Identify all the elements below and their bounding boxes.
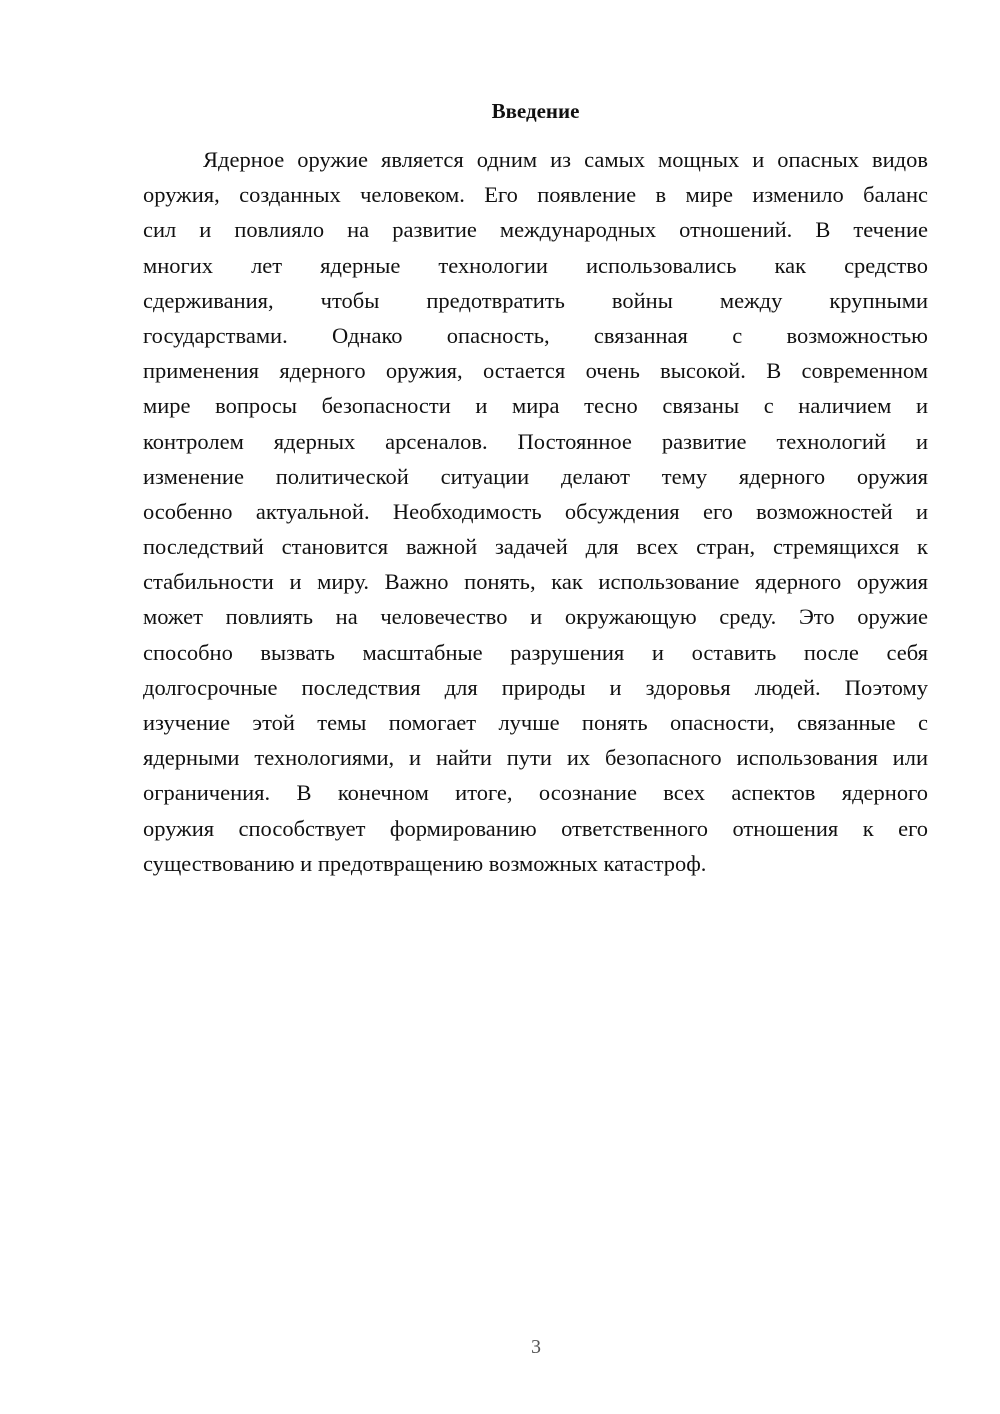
paragraph-line: ядерными технологиями, и найти пути их безопасного использования или bbox=[143, 745, 928, 771]
paragraph-line: Ядерное оружие является одним из самых мощных и опасных видов bbox=[203, 147, 928, 172]
paragraph-line: оружия, созданных человеком. Его появление в мире изменило баланс bbox=[143, 182, 928, 208]
paragraph-line: мире вопросы безопасности и мира тесно связаны с наличием и bbox=[143, 393, 928, 419]
body-paragraph bbox=[143, 142, 928, 881]
page-number: 3 bbox=[531, 1336, 541, 1358]
paragraph-line: изменение политической ситуации делают тему ядерного оружия bbox=[143, 463, 928, 489]
paragraph-line: стабильности и миру. Важно понять, как использование ядерного оружия bbox=[143, 569, 928, 595]
paragraph-line: государствами. Однако опасность, связанная с возможностью bbox=[143, 322, 928, 348]
paragraph-line: долгосрочные последствия для природы и здоровья людей. Поэтому bbox=[143, 674, 928, 700]
paragraph-line: изучение этой темы помогает лучше понять опасности, связанные с bbox=[143, 710, 928, 735]
paragraph-line: особенно актуальной. Необходимость обсуждения его возможностей и bbox=[143, 498, 928, 524]
paragraph-line: контролем ядерных арсеналов. Постоянное развитие технологий и bbox=[143, 428, 928, 454]
paragraph-line: последствий становится важной задачей для всех стран, стремящихся к bbox=[143, 534, 928, 560]
paragraph-line: многих лет ядерные технологии использовались как средство bbox=[143, 252, 928, 278]
paragraph-line: способно вызвать масштабные разрушения и оставить после себя bbox=[143, 639, 928, 665]
paragraph-line: может повлиять на человечество и окружающую среду. Это оружие bbox=[143, 604, 928, 630]
paragraph-line: ограничения. В конечном итоге, осознание всех аспектов ядерного bbox=[143, 780, 928, 806]
page-title: Введение bbox=[491, 99, 580, 123]
paragraph-line: сдерживания, чтобы предотвратить войны между крупными bbox=[143, 287, 928, 313]
paragraph-line: оружия способствует формированию ответственного отношения к его bbox=[143, 815, 928, 841]
paragraph-line: сил и повлияло на развитие международных отношений. В течение bbox=[143, 217, 928, 243]
paragraph-line: существованию и предотвращению возможных катастроф. bbox=[143, 850, 707, 876]
paragraph-line: применения ядерного оружия, остается очень высокой. В современном bbox=[143, 358, 928, 384]
